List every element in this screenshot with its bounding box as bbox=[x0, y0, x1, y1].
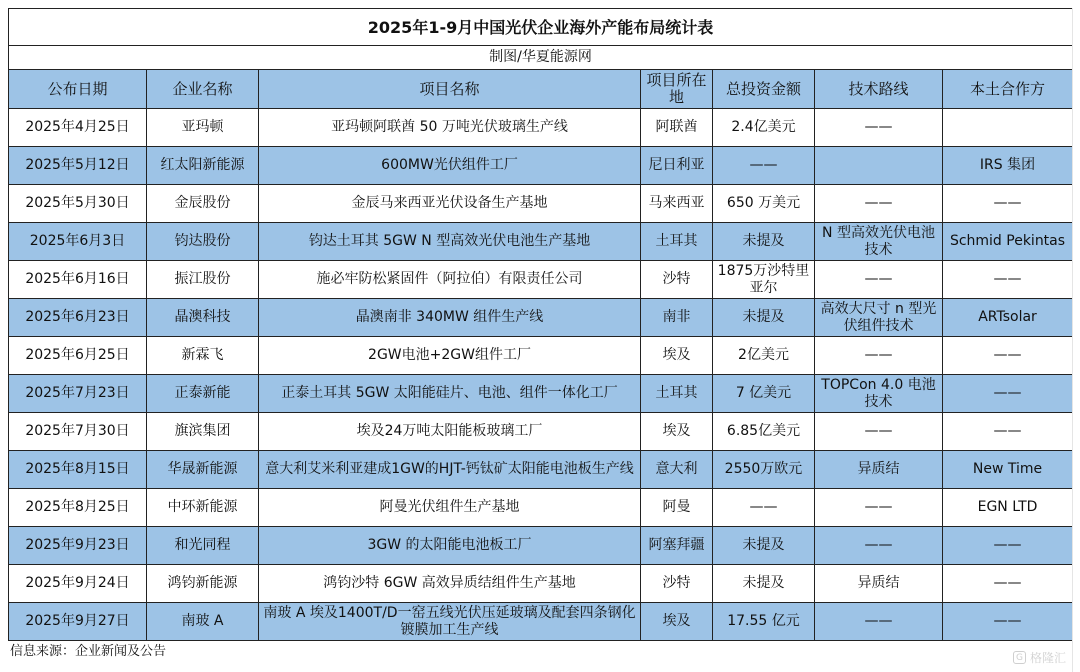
watermark-logo-icon: G bbox=[1013, 651, 1026, 664]
cell-project: 3GW 的太阳能电池板工厂 bbox=[259, 527, 641, 565]
cell-date: 2025年9月24日 bbox=[9, 565, 147, 603]
cell-company: 晶澳科技 bbox=[147, 299, 259, 337]
cell-investment: 1875万沙特里亚尔 bbox=[713, 261, 815, 299]
cell-tech: —— bbox=[815, 261, 943, 299]
cell-partner: —— bbox=[943, 375, 1073, 413]
cell-location: 埃及 bbox=[641, 603, 713, 641]
cell-partner: ARTsolar bbox=[943, 299, 1073, 337]
cell-partner: EGN LTD bbox=[943, 489, 1073, 527]
cell-investment: 未提及 bbox=[713, 223, 815, 261]
cell-investment: 7 亿美元 bbox=[713, 375, 815, 413]
table-row bbox=[9, 299, 1073, 337]
table-row bbox=[9, 375, 1073, 413]
cell-investment: 17.55 亿元 bbox=[713, 603, 815, 641]
header-row bbox=[9, 70, 1073, 109]
table-row bbox=[9, 413, 1073, 451]
watermark bbox=[1013, 649, 1066, 666]
cell-investment: 未提及 bbox=[713, 527, 815, 565]
cell-date: 2025年6月16日 bbox=[9, 261, 147, 299]
cell-partner bbox=[943, 109, 1073, 147]
cell-project: 2GW电池+2GW组件工厂 bbox=[259, 337, 641, 375]
sheet-gridline bbox=[1072, 8, 1080, 672]
cell-company: 振江股份 bbox=[147, 261, 259, 299]
table-row bbox=[9, 565, 1073, 603]
cell-tech: —— bbox=[815, 527, 943, 565]
table-title: 2025年1-9月中国光伏企业海外产能布局统计表 bbox=[9, 9, 1073, 46]
cell-location: 沙特 bbox=[641, 565, 713, 603]
source-credit: 制图/华夏能源网 bbox=[9, 46, 1073, 70]
cell-date: 2025年5月12日 bbox=[9, 147, 147, 185]
cell-company: 中环新能源 bbox=[147, 489, 259, 527]
footer-row bbox=[8, 641, 1072, 661]
cell-investment: 650 万美元 bbox=[713, 185, 815, 223]
source-note: 信息来源：企业新闻及公告 bbox=[8, 641, 1072, 661]
cell-tech bbox=[815, 147, 943, 185]
cell-tech: TOPCon 4.0 电池技术 bbox=[815, 375, 943, 413]
table-row bbox=[9, 147, 1073, 185]
cell-tech: —— bbox=[815, 185, 943, 223]
cell-tech: —— bbox=[815, 413, 943, 451]
cell-tech: —— bbox=[815, 337, 943, 375]
cell-date: 2025年4月25日 bbox=[9, 109, 147, 147]
cell-project: 晶澳南非 340MW 组件生产线 bbox=[259, 299, 641, 337]
cell-investment: 6.85亿美元 bbox=[713, 413, 815, 451]
table-row bbox=[9, 185, 1073, 223]
cell-location: 阿塞拜疆 bbox=[641, 527, 713, 565]
cell-date: 2025年7月23日 bbox=[9, 375, 147, 413]
cell-company: 旗滨集团 bbox=[147, 413, 259, 451]
cell-project: 600MW光伏组件工厂 bbox=[259, 147, 641, 185]
cell-company: 华晟新能源 bbox=[147, 451, 259, 489]
source-row bbox=[9, 46, 1073, 70]
cell-date: 2025年9月27日 bbox=[9, 603, 147, 641]
cell-investment: 未提及 bbox=[713, 565, 815, 603]
title-row bbox=[9, 9, 1073, 46]
table-row bbox=[9, 489, 1073, 527]
cell-partner: Schmid Pekintas bbox=[943, 223, 1073, 261]
cell-project: 施必牢防松紧固件（阿拉伯）有限责任公司 bbox=[259, 261, 641, 299]
header-tech: 技术路线 bbox=[815, 70, 943, 109]
cell-date: 2025年9月23日 bbox=[9, 527, 147, 565]
cell-location: 马来西亚 bbox=[641, 185, 713, 223]
header-partner: 本土合作方 bbox=[943, 70, 1073, 109]
cell-partner: —— bbox=[943, 565, 1073, 603]
cell-company: 新霖飞 bbox=[147, 337, 259, 375]
cell-tech: —— bbox=[815, 109, 943, 147]
cell-tech: —— bbox=[815, 489, 943, 527]
cell-location: 意大利 bbox=[641, 451, 713, 489]
table-row bbox=[9, 451, 1073, 489]
cell-investment: 未提及 bbox=[713, 299, 815, 337]
cell-partner: —— bbox=[943, 413, 1073, 451]
cell-location: 阿曼 bbox=[641, 489, 713, 527]
cell-company: 正泰新能 bbox=[147, 375, 259, 413]
cell-partner: —— bbox=[943, 337, 1073, 375]
cell-location: 沙特 bbox=[641, 261, 713, 299]
cell-project: 钧达土耳其 5GW N 型高效光伏电池生产基地 bbox=[259, 223, 641, 261]
cell-date: 2025年8月25日 bbox=[9, 489, 147, 527]
cell-company: 红太阳新能源 bbox=[147, 147, 259, 185]
table-row bbox=[9, 603, 1073, 641]
cell-location: 南非 bbox=[641, 299, 713, 337]
cell-project: 正泰土耳其 5GW 太阳能硅片、电池、组件一体化工厂 bbox=[259, 375, 641, 413]
cell-project: 亚玛顿阿联酋 50 万吨光伏玻璃生产线 bbox=[259, 109, 641, 147]
cell-location: 尼日利亚 bbox=[641, 147, 713, 185]
cell-investment: 2550万欧元 bbox=[713, 451, 815, 489]
cell-location: 埃及 bbox=[641, 337, 713, 375]
cell-partner: New Time bbox=[943, 451, 1073, 489]
cell-date: 2025年6月3日 bbox=[9, 223, 147, 261]
cell-project: 金辰马来西亚光伏设备生产基地 bbox=[259, 185, 641, 223]
cell-company: 金辰股份 bbox=[147, 185, 259, 223]
cell-partner: —— bbox=[943, 527, 1073, 565]
cell-location: 埃及 bbox=[641, 413, 713, 451]
footer-table bbox=[8, 641, 1072, 661]
cell-company: 和光同程 bbox=[147, 527, 259, 565]
capacity-table bbox=[8, 8, 1073, 641]
cell-tech: N 型高效光伏电池技术 bbox=[815, 223, 943, 261]
table-row bbox=[9, 223, 1073, 261]
cell-company: 亚玛顿 bbox=[147, 109, 259, 147]
cell-tech: 高效大尺寸 n 型光伏组件技术 bbox=[815, 299, 943, 337]
cell-tech: —— bbox=[815, 603, 943, 641]
cell-project: 意大利艾米利亚建成1GW的HJT-钙钛矿太阳能电池板生产线 bbox=[259, 451, 641, 489]
statistics-sheet bbox=[8, 8, 1072, 661]
header-investment: 总投资金额 bbox=[713, 70, 815, 109]
table-row bbox=[9, 337, 1073, 375]
header-location: 项目所在地 bbox=[641, 70, 713, 109]
cell-partner: —— bbox=[943, 261, 1073, 299]
cell-investment: —— bbox=[713, 489, 815, 527]
cell-location: 土耳其 bbox=[641, 375, 713, 413]
cell-project: 南玻 A 埃及1400T/D一窑五线光伏压延玻璃及配套四条钢化镀膜加工生产线 bbox=[259, 603, 641, 641]
cell-location: 阿联酋 bbox=[641, 109, 713, 147]
table-row bbox=[9, 527, 1073, 565]
cell-tech: 异质结 bbox=[815, 451, 943, 489]
watermark-text: 格隆汇 bbox=[1029, 651, 1066, 665]
cell-partner: —— bbox=[943, 603, 1073, 641]
cell-partner: —— bbox=[943, 185, 1073, 223]
cell-investment: 2.4亿美元 bbox=[713, 109, 815, 147]
header-date: 公布日期 bbox=[9, 70, 147, 109]
cell-investment: —— bbox=[713, 147, 815, 185]
cell-date: 2025年6月23日 bbox=[9, 299, 147, 337]
cell-investment: 2亿美元 bbox=[713, 337, 815, 375]
header-company: 企业名称 bbox=[147, 70, 259, 109]
table-row bbox=[9, 109, 1073, 147]
cell-company: 钧达股份 bbox=[147, 223, 259, 261]
cell-partner: IRS 集团 bbox=[943, 147, 1073, 185]
header-project: 项目名称 bbox=[259, 70, 641, 109]
cell-project: 埃及24万吨太阳能板玻璃工厂 bbox=[259, 413, 641, 451]
cell-location: 土耳其 bbox=[641, 223, 713, 261]
table-row bbox=[9, 261, 1073, 299]
cell-company: 南玻 A bbox=[147, 603, 259, 641]
cell-date: 2025年7月30日 bbox=[9, 413, 147, 451]
cell-date: 2025年8月15日 bbox=[9, 451, 147, 489]
cell-date: 2025年6月25日 bbox=[9, 337, 147, 375]
cell-project: 阿曼光伏组件生产基地 bbox=[259, 489, 641, 527]
cell-date: 2025年5月30日 bbox=[9, 185, 147, 223]
cell-tech: 异质结 bbox=[815, 565, 943, 603]
cell-company: 鸿钧新能源 bbox=[147, 565, 259, 603]
cell-project: 鸿钧沙特 6GW 高效异质结组件生产基地 bbox=[259, 565, 641, 603]
